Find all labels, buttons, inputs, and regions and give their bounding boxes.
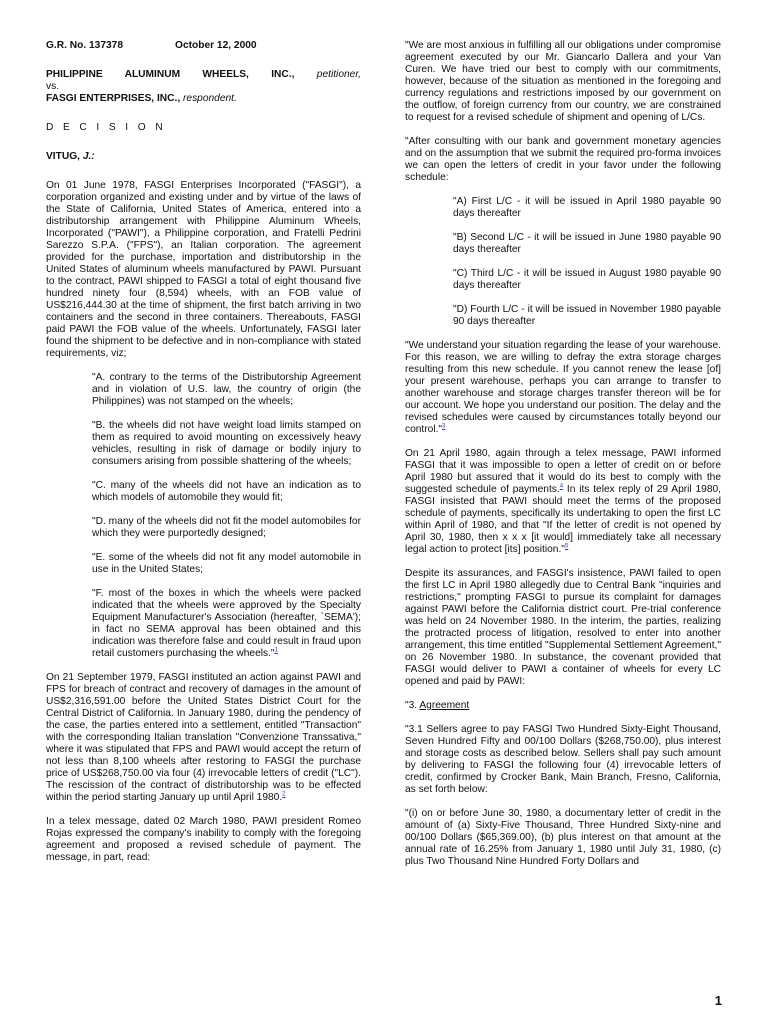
ponente bbox=[46, 151, 361, 163]
quote-warehouse-text: "We understand your situation regarding the lease of your warehouse. For this reason, we are willing to defray the extra storage charges resulting from this new schedule. If you cannot renew the lease [of] your present warehouse, perhaps you can arrange to transfer to another warehouse and storage charges transfer thereon will be for our account. We hope you understand our position. The delay and the revised schedules were caused by circumstances totally beyond our control." bbox=[405, 340, 721, 435]
footnote-link-5[interactable]: 5 bbox=[564, 543, 569, 550]
quote-telex-2: "After consulting with our bank and government monetary agencies and on the assumption that we submit the required pro-forma invoices we can open the letters of credit in your favor under the following schedule: bbox=[405, 136, 721, 183]
left-column bbox=[46, 40, 361, 876]
footnote-link-1[interactable]: 1 bbox=[274, 647, 278, 654]
petitioner-line bbox=[46, 69, 361, 81]
paragraph-april-telex bbox=[405, 448, 721, 556]
quote-warehouse bbox=[405, 340, 721, 436]
footnote-link-4[interactable]: 4 bbox=[559, 483, 564, 490]
quote-item-f-text: "F. most of the boxes in which the wheels were packed indicated that the wheels were approved by the Specialty Equipment Manufacturer's Association (hereafter, `SEMA'); in fact no SEMA approval has been obtained and this indication was therefore false and could result in fraud upon retail customers purchasing the wheels." bbox=[92, 588, 362, 659]
decision-date: October 12, 2000 bbox=[175, 40, 257, 51]
ponente-title: J.: bbox=[82, 151, 95, 162]
gr-number: G.R. No. 137378 bbox=[46, 40, 124, 51]
footnote-link-2[interactable]: 2 bbox=[282, 791, 286, 798]
lc-schedule-d: "D) Fourth L/C - it will be issued in November 1980 payable 90 days thereafter bbox=[453, 304, 721, 327]
paragraph-april-telex-text-b: In its telex reply of 29 April 1980, FASGI insisted that PAWI should meet the terms of the proposed schedule of payments, specifically its undertaking to open the first LC within April of 1980, and that "If the letter of credit is not opened by April 30, 1980, then x x x [it would] immediately take all necessary legal action to protect [its] position." bbox=[405, 484, 721, 555]
quote-telex-1: "We are most anxious in fulfilling all our obligations under compromise agreement executed by our Mr. Giancarlo Dallera and your Van Curen. We have tried our best to comply with our commitments, however, because of the situation as mentioned in the foregoing and currency regulations and restrictions imposed by our government on the outflow, of foreign currency from our country, we are constrained to request for a revised schedule of shipment and opening of L/Cs. bbox=[405, 40, 721, 123]
versus-label: vs. bbox=[46, 81, 60, 92]
agreement-clause-3-1: "3.1 Sellers agree to pay FASGI Two Hundred Sixty-Eight Thousand, Seven Hundred Fifty and 00/100 Dollars ($268,750.00), plus interest and storage costs as described below. Sellers shall pay such amount by delivering to FASGI the following four (4) irrevocable letters of credit, confirmed by Crocker Bank, Main Branch, Fresno, California, as set forth below: bbox=[405, 724, 721, 795]
paragraph-action bbox=[46, 672, 361, 804]
decision-heading: D E C I S I O N bbox=[46, 122, 167, 133]
respondent-name: FASGI ENTERPRISES, INC., bbox=[46, 93, 181, 104]
petitioner-name: PHILIPPINE ALUMINUM WHEELS, INC., bbox=[46, 69, 295, 80]
quote-item-f bbox=[92, 588, 361, 660]
agreement-heading bbox=[405, 700, 721, 712]
case-header bbox=[46, 40, 361, 52]
paragraph-action-text: On 21 September 1979, FASGI instituted an action against PAWI and FPS for breach of contract and recovery of damages in the amount of US$2,316,591.00 before the United States District Court for the Central District of California. In January 1980, during the pendency of the case, the parties entered into a settlement, entitled "Transaction" with the corresponding Italian translation "Convenzione Transsativa," where it was stipulated that FPS and PAWI would accept the return of not less than 8,100 wheels after restoring to FASGI the purchase price of US$268,750.00 via four (4) irrevocable letters of credit ("LC"). The rescission of the contract of distributorship was to be effected within the period starting January up until April 1980. bbox=[46, 672, 361, 803]
quote-item-a: "A. contrary to the terms of the Distributorship Agreement and in violation of U.S. law, the country of origin (the Philippines) was not stamped on the wheels; bbox=[92, 372, 361, 407]
agreement-clause-i: "(i) on or before June 30, 1980, a documentary letter of credit in the amount of (a) Sixty-Five Thousand, Three Hundred Sixty-nine and 00/100 Dollars ($65,369.00), (b) plus interest on that amount at the annual rate of 16.25% from January 1, 1980 until July 31, 1980, (c) plus Two Thousand Nine Hundred Forty Dollars and bbox=[405, 808, 721, 867]
paragraph-telex: In a telex message, dated 02 March 1980, PAWI president Romeo Rojas expressed the company's inability to comply with the foregoing agreement and proposed a revised schedule of payment. The message, in part, read: bbox=[46, 816, 361, 863]
quote-item-b: "B. the wheels did not have weight load limits stamped on them as required to avoid mounting on excessively heavy vehicles, resulting in risk of damage or bodily injury to consumers arising from possible shattering of the wheels; bbox=[92, 420, 361, 467]
lc-schedule-b: "B) Second L/C - it will be issued in June 1980 payable 90 days thereafter bbox=[453, 232, 721, 255]
paragraph-april-telex-text-a: On 21 April 1980, again through a telex message, PAWI informed FASGI that it was impossible to open a letter of credit on or before April 1980 but assured that it would do its best to comply with the suggested schedule of payments. bbox=[405, 448, 721, 495]
parties-block bbox=[46, 69, 361, 105]
page-number: 1 bbox=[714, 993, 722, 1008]
footnote-link-3[interactable]: 3 bbox=[442, 423, 446, 430]
respondent-role: respondent. bbox=[183, 93, 237, 104]
right-column bbox=[405, 40, 721, 880]
agreement-heading-prefix: "3. bbox=[405, 700, 420, 711]
lc-schedule-a: "A) First L/C - it will be issued in April 1980 payable 90 days thereafter bbox=[453, 196, 721, 219]
paragraph-facts: On 01 June 1978, FASGI Enterprises Incorporated ("FASGI"), a corporation organized and existing under and by virtue of the laws of the State of California, United States of America, entered into a distributorship arrangement with Philippine Aluminum Wheels, Incorporated ("PAWI"), a Philippine corporation, and Fratelli Pedrini Sarezzo S.P.A. ("FPS"), an Italian corporation. The agreement provided for the purchase, importation and distributorship in the United States of aluminum wheels manufactured by PAWI. Pursuant to the contract, PAWI shipped to FASGI a total of eight thousand five hundred ninety four (8,594) wheels, with an FOB value of US$216,444.30 at the time of shipment, the first batch arriving in two containers and the second in three containers. Thereabouts, FASGI paid PAWI the FOB value of the wheels. Unfortunately, FASGI later found the shipment to be defective and in non-compliance with stated requirements, viz; bbox=[46, 180, 361, 359]
paragraph-supplemental: Despite its assurances, and FASGI's insistence, PAWI failed to open the first LC in April 1980 allegedly due to Central Bank "inquiries and restrictions," prompting FASGI to pursue its complaint for damages against PAWI before the California district court. Pre-trial conference was held on 24 November 1980. In the interim, the parties, realizing the protracted process of litigation, resolved to enter into another arrangement, this time entitled "Supplemental Settlement Agreement," on 26 November 1980. In substance, the covenant provided that FASGI would deliver to PAWI a container of wheels for every LC opened and paid by PAWI: bbox=[405, 568, 721, 687]
respondent-line bbox=[46, 93, 361, 105]
ponente-name: VITUG, bbox=[46, 151, 80, 162]
petitioner-role: petitioner, bbox=[316, 69, 361, 80]
lc-schedule-c: "C) Third L/C - it will be issued in August 1980 payable 90 days thereafter bbox=[453, 268, 721, 291]
agreement-heading-label: Agreement bbox=[419, 700, 470, 711]
quote-item-d: "D. many of the wheels did not fit the model automobiles for which they were purportedly designed; bbox=[92, 516, 361, 539]
quote-item-c: "C. many of the wheels did not have an indication as to which models of automobile they would fit; bbox=[92, 480, 361, 503]
quote-item-e: "E. some of the wheels did not fit any model automobile in use in the United States; bbox=[92, 552, 361, 575]
